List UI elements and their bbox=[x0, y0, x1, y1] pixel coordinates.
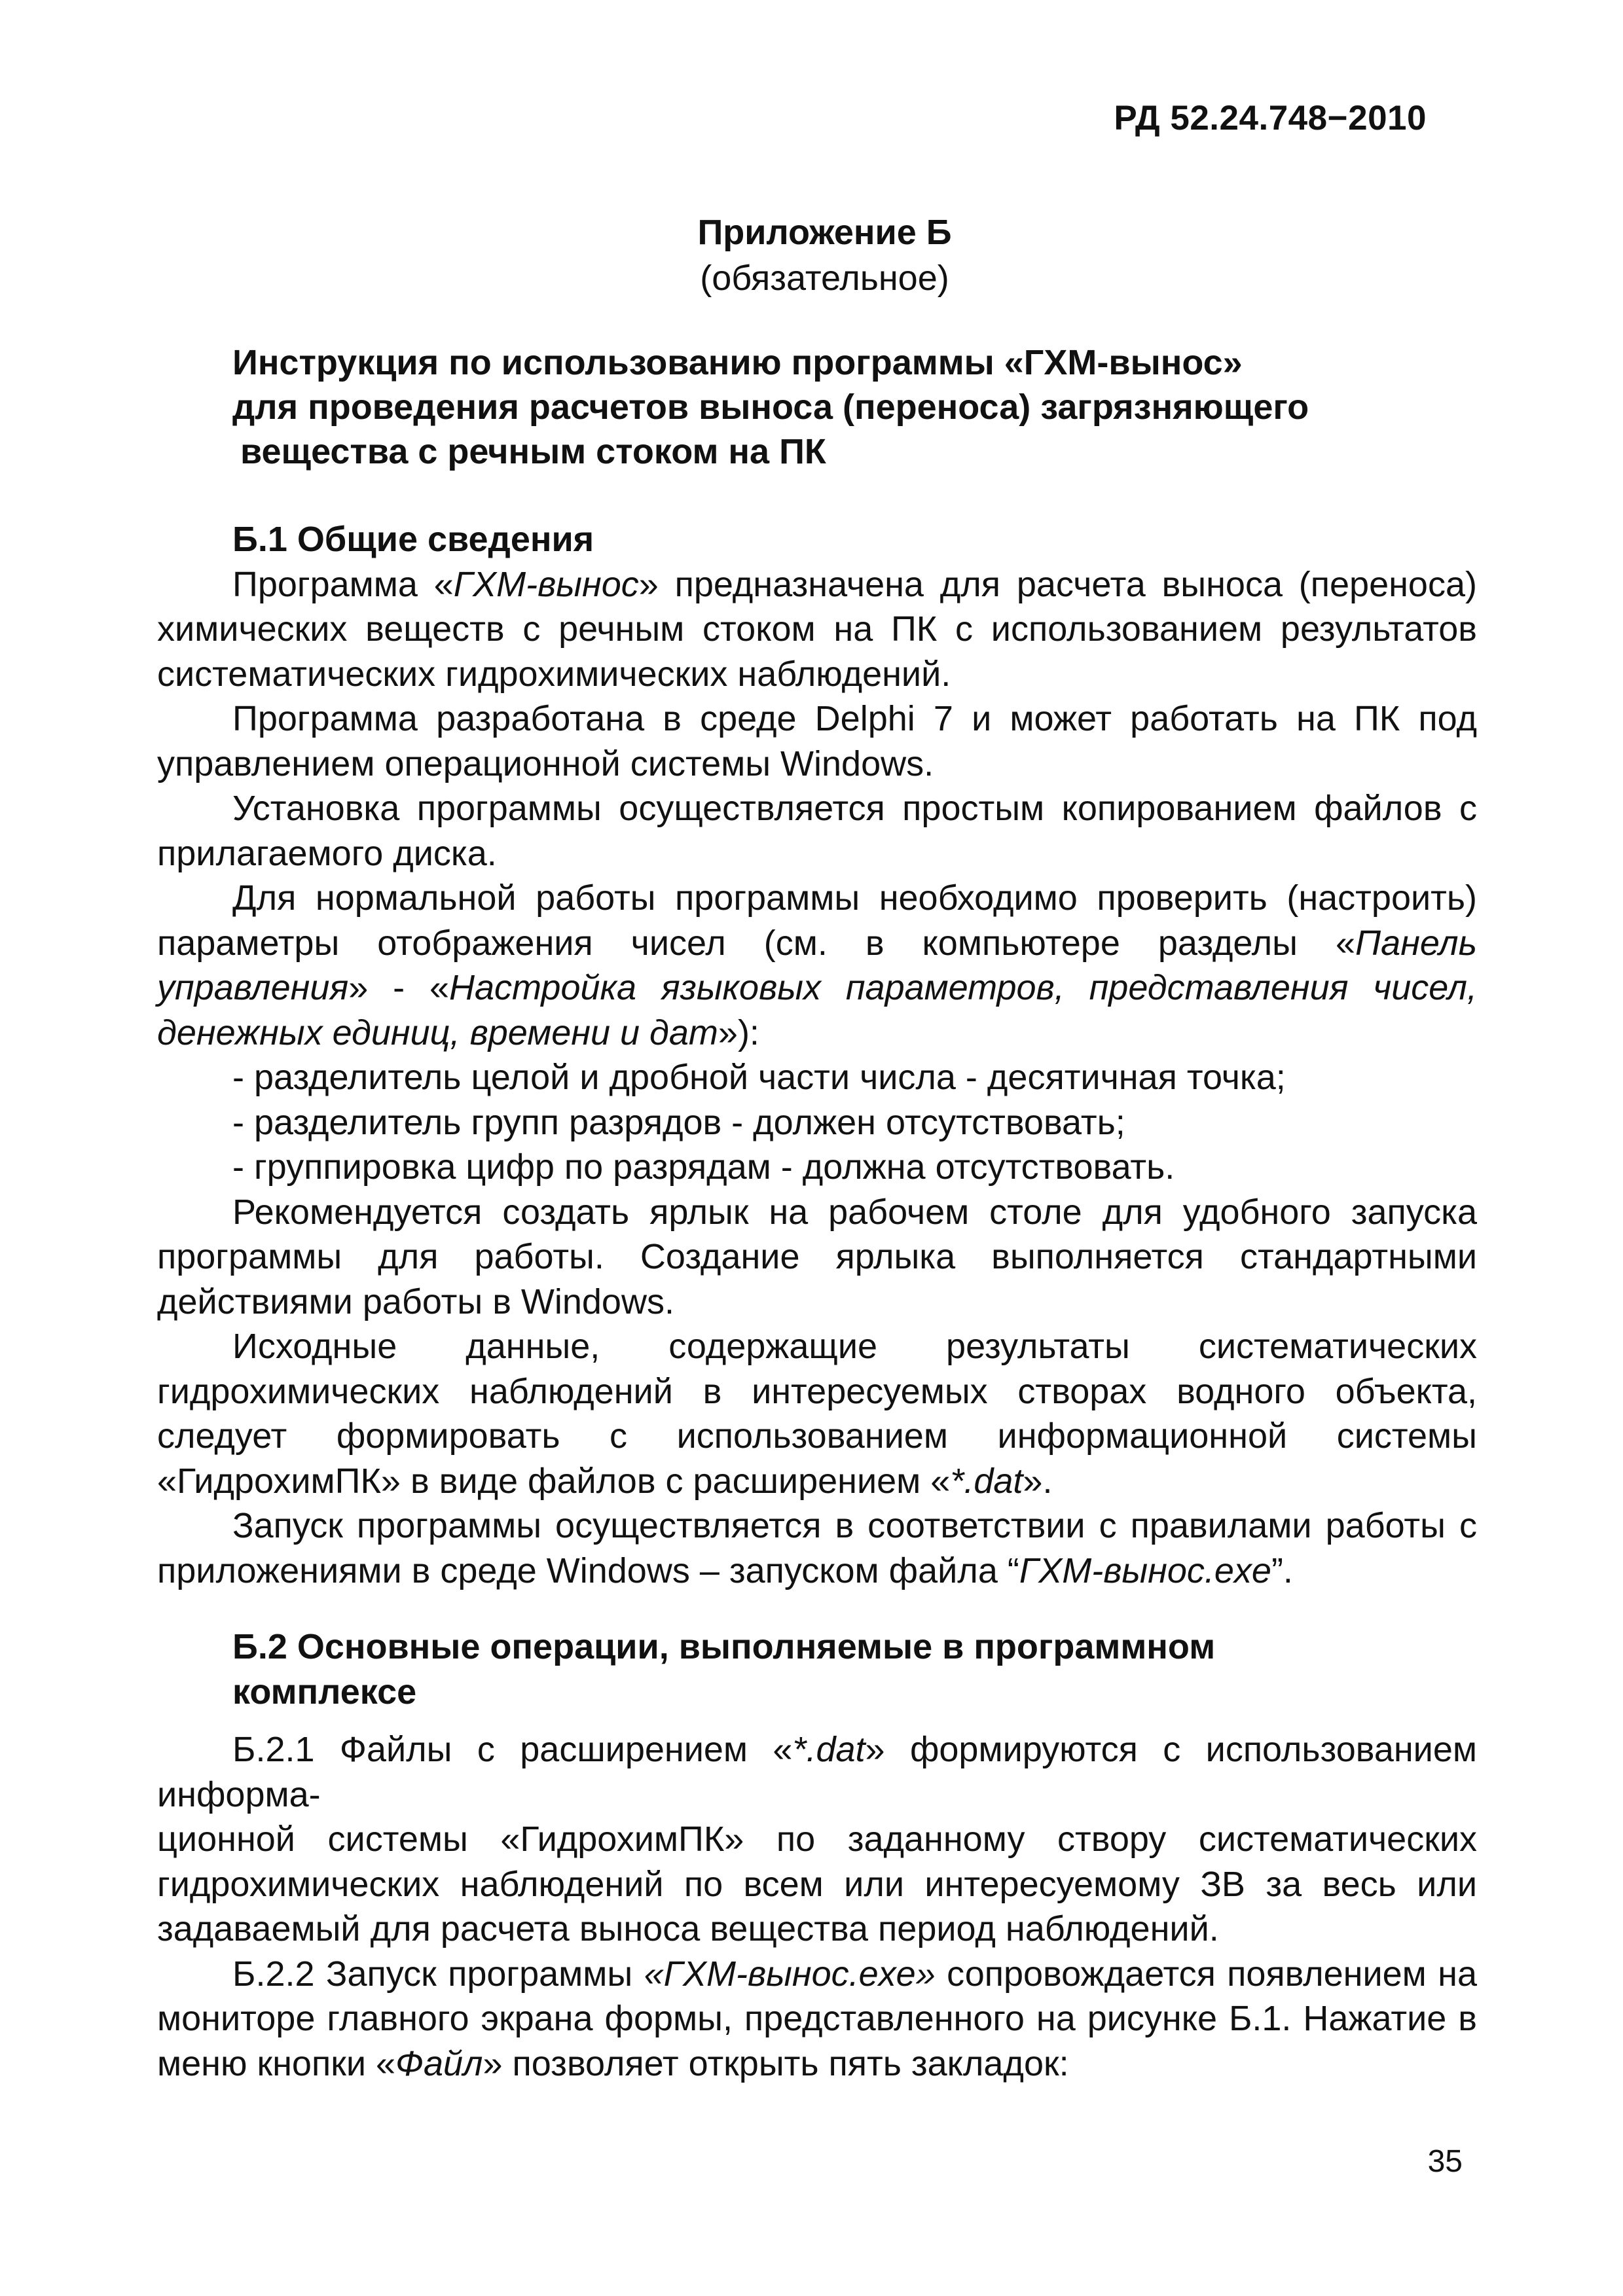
instruction-title-line-3: вещества с речным стоком на ПК bbox=[240, 432, 826, 471]
section-1-paragraph-4: Для нормальной работы программы необходимо проверить (настроить) параметры отображения чисел (см. в компьютере разделы «Панель управления» - «Настройка языковых параметров, представления чисел, денежных единиц, времени и дат»): bbox=[157, 878, 1477, 1052]
section-2-paragraph-1-continued: ционной системы «ГидрохимПК» по заданному створу систематических гидрохимических наблюдений по всем или интересуемому ЗВ за весь или задаваемый для расчета выноса вещества период наблюдений. bbox=[157, 1820, 1477, 1948]
list-item: - группировка цифр по разрядам - должна отсутствовать. bbox=[232, 1147, 1175, 1187]
list-item: - разделитель целой и дробной части числа - десятичная точка; bbox=[232, 1058, 1286, 1097]
instruction-title-line-2: для проведения расчетов выноса (переноса) загрязняющего bbox=[232, 387, 1309, 427]
section-1-paragraph-6: Исходные данные, содержащие результаты систематических гидрохимических наблюдений в интересуемых створах водного объекта, следует формировать с использованием информационной системы «ГидрохимПК» в виде файлов с расширением «*.dat». bbox=[157, 1327, 1477, 1501]
section-2-heading: Б.2 Основные операции, выполняемые в программном комплексе bbox=[232, 1627, 1216, 1712]
section-1-paragraph-1: Программа «ГХМ-вынос» предназначена для расчета выноса (переноса) химических веществ с речным стоком на ПК с использованием результатов систематических гидрохимических наблюдений. bbox=[157, 564, 1477, 694]
section-1-paragraph-5: Рекомендуется создать ярлык на рабочем столе для удобного запуска программы для работы. Создание ярлыка выполняется стандартными действиями работы в Windows. bbox=[157, 1192, 1477, 1321]
section-1-heading: Б.1 Общие сведения bbox=[232, 520, 594, 559]
page-number: 35 bbox=[1427, 2144, 1463, 2179]
list-item: - разделитель групп разрядов - должен отсутствовать; bbox=[232, 1102, 1125, 1142]
instruction-title bbox=[232, 340, 1309, 474]
document-code: РД 52.24.748−2010 bbox=[1114, 99, 1427, 137]
section-1-paragraph-2: Программа разработана в среде Delphi 7 и может работать на ПК под управлением операционной системы Windows. bbox=[157, 699, 1477, 783]
section-1 bbox=[157, 517, 1477, 2086]
section-2-paragraph-2: Б.2.2 Запуск программы «ГХМ-вынос.exe» сопровождается появлением на мониторе главного экрана формы, представленного на рисунке Б.1. Нажатие в меню кнопки «Файл» позволяет открыть пять закладок: bbox=[157, 1954, 1477, 2083]
section-2-paragraph-1: Б.2.1 Файлы с расширением «*.dat» формируются с использованием информа- bbox=[157, 1730, 1477, 1814]
appendix-title: Приложение Б bbox=[697, 213, 952, 252]
section-1-paragraph-7: Запуск программы осуществляется в соответствии с правилами работы с приложениями в среде Windows – запуском файла “ГХМ-вынос.exe”. bbox=[157, 1506, 1477, 1590]
instruction-title-line-1: Инструкция по использованию программы «ГХМ-вынос» bbox=[232, 343, 1243, 382]
section-1-paragraph-3: Установка программы осуществляется простым копированием файлов с прилагаемого диска. bbox=[157, 789, 1477, 873]
appendix-heading bbox=[0, 209, 1623, 301]
appendix-subtitle: (обязательное) bbox=[700, 259, 949, 298]
